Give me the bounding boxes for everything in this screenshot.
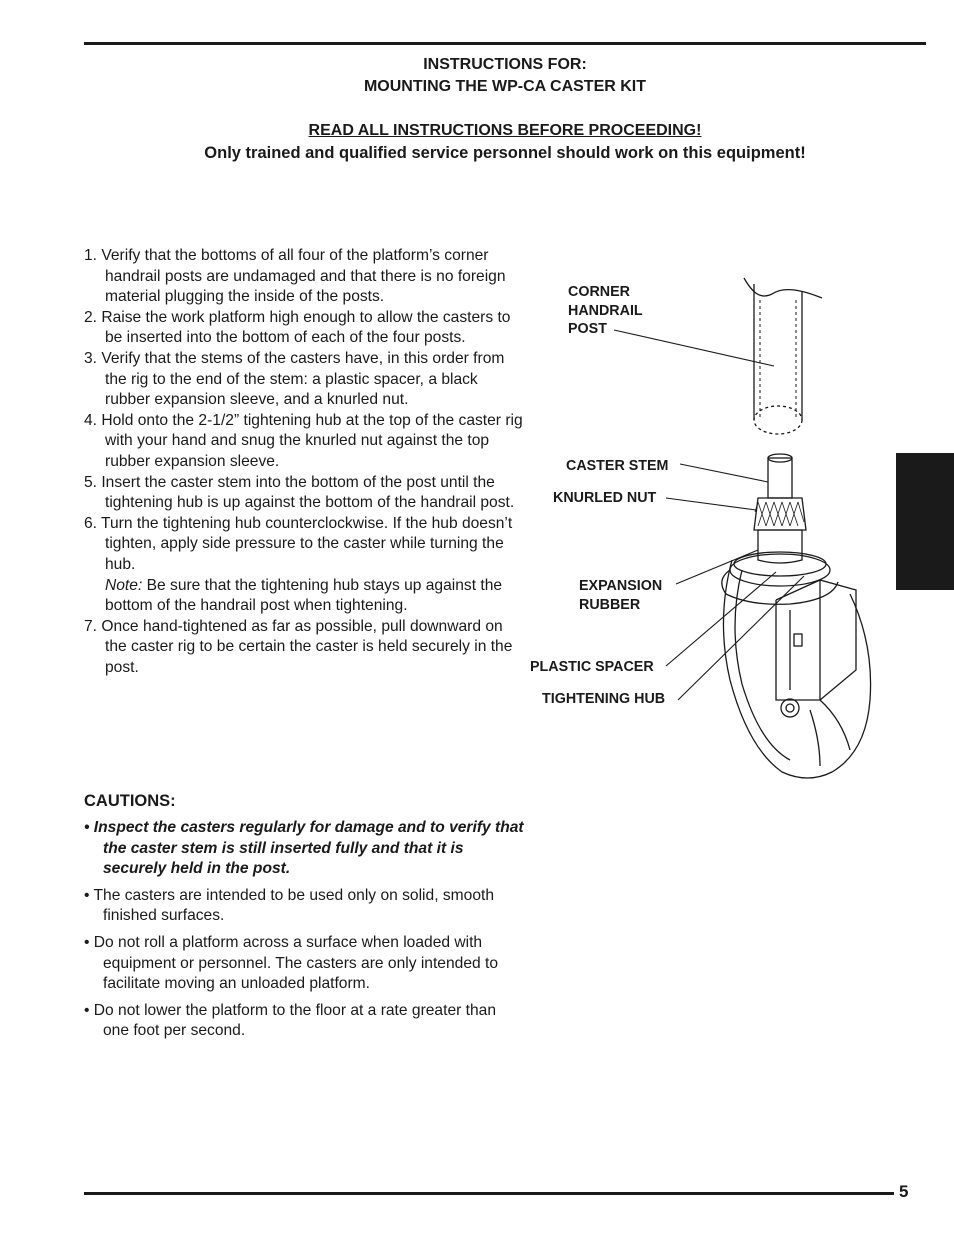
read-all-warning: READ ALL INSTRUCTIONS BEFORE PROCEEDING! bbox=[308, 122, 702, 139]
label-tightening-hub: TIGHTENING HUB bbox=[542, 691, 666, 707]
label-line: HANDRAIL bbox=[568, 302, 643, 319]
label-plastic-spacer: PLASTIC SPACER bbox=[530, 659, 654, 675]
step-5: 5. Insert the caster stem into the bottom of the post until the tightening hub is up against the bottom of the handrail post. bbox=[84, 473, 515, 512]
caster-stem-drawing bbox=[768, 454, 792, 498]
note-text: Be sure that the tightening hub stays up against the bottom of the handrail post when tightening. bbox=[105, 576, 503, 615]
cautions-title: CAUTIONS: bbox=[84, 792, 176, 810]
caster-wheel-drawing bbox=[723, 560, 870, 778]
label-line: POST bbox=[568, 321, 607, 337]
page-number: 5 bbox=[899, 1182, 909, 1201]
note-label: Note: bbox=[105, 576, 143, 594]
expansion-rubber-drawing bbox=[758, 530, 802, 563]
label-expansion-rubber bbox=[579, 577, 662, 614]
top-rule bbox=[84, 42, 926, 45]
label-knurled-nut: KNURLED NUT bbox=[553, 490, 657, 506]
step-2: 2. Raise the work platform high enough to allow the casters to be inserted into the bottom of each of the four posts. bbox=[84, 308, 511, 347]
knurled-nut-drawing bbox=[754, 498, 806, 530]
caution-item: • Do not roll a platform across a surface when loaded with equipment or personnel. The casters are only intended to facilitate moving an unloaded platform. bbox=[84, 933, 498, 993]
step-3: 3. Verify that the stems of the casters have, in this order from the rig to the end of the stem: a plastic spacer, a black rubber expansion sleeve, and a knurled nut. bbox=[84, 349, 505, 409]
handrail-post-drawing bbox=[744, 278, 822, 434]
caution-item: • Do not lower the platform to the floor at a rate greater than one foot per second. bbox=[84, 1001, 496, 1040]
instruction-steps bbox=[84, 246, 524, 678]
section-tab bbox=[896, 453, 954, 590]
step-6: 6. Turn the tightening hub counterclockwise. If the hub doesn’t tighten, apply side pressure to the caster while turning the hub. bbox=[84, 514, 513, 573]
step-6-note bbox=[84, 576, 524, 617]
caster-illustration bbox=[520, 260, 900, 800]
label-line: EXPANSION bbox=[579, 578, 663, 594]
caution-item: • The casters are intended to be used only on solid, smooth finished surfaces. bbox=[84, 886, 494, 925]
label-corner-handrail-post bbox=[568, 283, 643, 339]
step-7: 7. Once hand-tightened as far as possible, pull downward on the caster rig to be certain the caster is held securely in the post. bbox=[84, 617, 513, 676]
caution-item: • Inspect the casters regularly for damage and to verify that the caster stem is still inserted fully and that it is securely held in the post. bbox=[84, 819, 524, 878]
step-4: 4. Hold onto the 2-1/2” tightening hub at the top of the caster rig with your hand and snug the knurled nut against the top rubber expansion sleeve. bbox=[84, 411, 523, 470]
step-1: 1. Verify that the bottoms of all four of the platform’s corner handrail posts are undamaged and that there is no foreign material plugging the inside of the posts. bbox=[84, 247, 506, 306]
header-line-2: MOUNTING THE WP-CA CASTER KIT bbox=[363, 78, 647, 95]
personnel-warning: Only trained and qualified service personnel should work on this equipment! bbox=[204, 144, 806, 162]
label-line: RUBBER bbox=[579, 596, 641, 613]
cautions-list bbox=[84, 818, 524, 1048]
bottom-rule bbox=[84, 1192, 894, 1195]
caster-diagram bbox=[520, 260, 900, 800]
label-line: CORNER bbox=[568, 284, 630, 300]
label-caster-stem: CASTER STEM bbox=[566, 458, 669, 474]
header-line-1: INSTRUCTIONS FOR: bbox=[423, 56, 587, 73]
page-header bbox=[84, 54, 926, 164]
